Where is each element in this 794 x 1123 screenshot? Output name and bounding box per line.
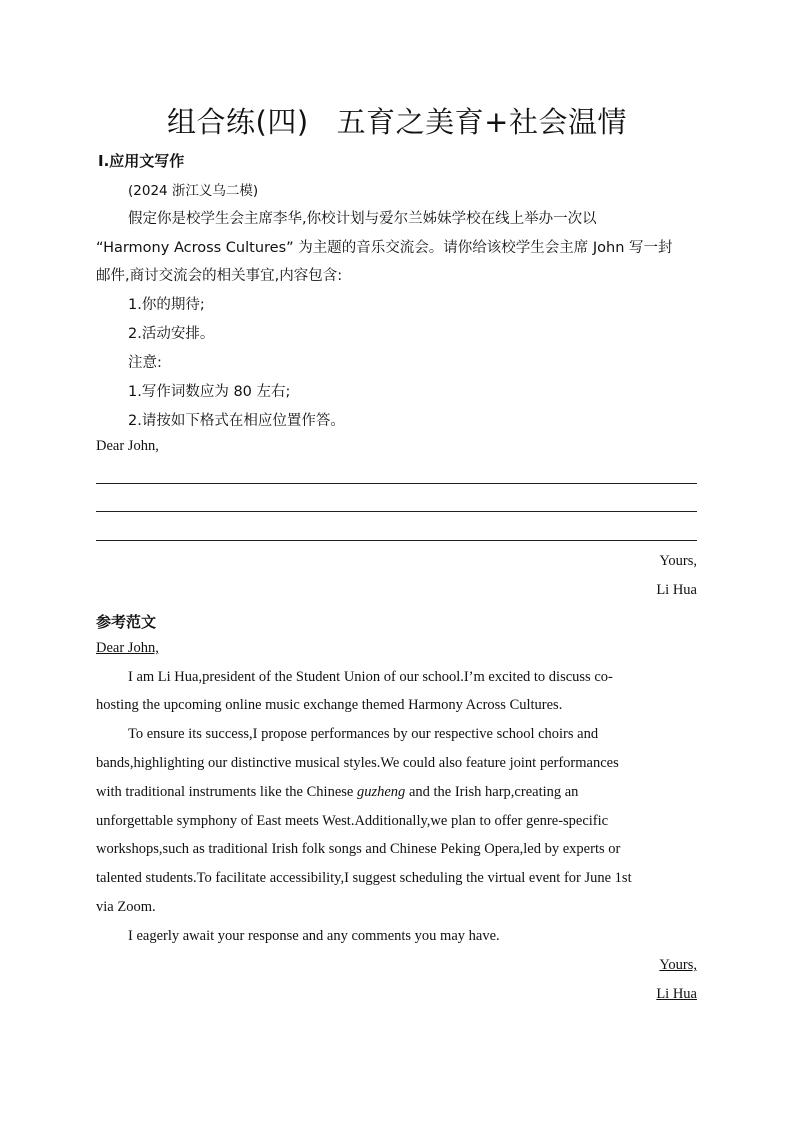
sample-p3: I eagerly await your response and any comments you may have. — [128, 928, 500, 944]
title-sub: 五育之美育+社会温情 — [336, 105, 627, 139]
sample-p2-line4: unforgettable symphony of East meets West.Additionally,we plan to offer genre-specific — [96, 813, 609, 829]
prompt-line-1: 假定你是校学生会主席李华,你校计划与爱尔兰姊妹学校在线上举办一次以 — [128, 211, 597, 227]
template-greeting: Dear John, — [96, 438, 159, 454]
page-title — [0, 100, 794, 141]
sample-p2-line5: workshops,such as traditional Irish folk songs and Chinese Peking Opera,led by experts or — [96, 841, 621, 857]
sample-closing: Yours, — [659, 957, 697, 973]
answer-line-2[interactable] — [96, 511, 697, 512]
sample-p2-line6: talented students.To facilitate accessibility,I suggest scheduling the virtual event for June 1st — [96, 870, 632, 886]
prompt-item-1: 1.你的期待; — [128, 297, 205, 313]
sample-greeting: Dear John, — [96, 640, 159, 656]
note-item-1: 1.写作词数应为 80 左右; — [128, 384, 291, 400]
prompt-line-3: 邮件,商讨交流会的相关事宜,内容包含: — [96, 268, 343, 284]
sample-heading: 参考范文 — [96, 613, 157, 631]
sample-p1-line2: hosting the upcoming online music exchange themed Harmony Across Cultures. — [96, 697, 563, 713]
note-label: 注意: — [128, 355, 162, 371]
guzheng-term: guzheng — [356, 784, 406, 800]
sample-p2-line3-a: with traditional instruments like the Chinese — [96, 784, 354, 800]
sample-p2-line1: To ensure its success,I propose performances by our respective school choirs and — [128, 726, 599, 742]
sample-p2-line7: via Zoom. — [96, 899, 156, 915]
source-note: (2024 浙江义乌二模) — [128, 183, 259, 199]
sample-p2-line3 — [96, 784, 578, 801]
title-main: 组合练(四) — [167, 105, 309, 139]
prompt-line-2: “Harmony Across Cultures” 为主题的音乐交流会。请你给该校学生会主席 John 写一封 — [96, 240, 673, 256]
note-item-2: 2.请按如下格式在相应位置作答。 — [128, 413, 345, 429]
template-signature: Li Hua — [656, 582, 697, 598]
sample-p1-line1: I am Li Hua,president of the Student Union of our school.I’m excited to discuss co- — [128, 669, 613, 685]
template-closing: Yours, — [659, 553, 697, 569]
sample-signature: Li Hua — [656, 986, 697, 1002]
prompt-item-2: 2.活动安排。 — [128, 326, 215, 342]
answer-line-3[interactable] — [96, 540, 697, 541]
sample-p2-line2: bands,highlighting our distinctive musical styles.We could also feature joint performances — [96, 755, 619, 771]
section-heading: Ⅰ.应用文写作 — [98, 152, 185, 170]
sample-p2-line3-b: and the Irish harp,creating an — [408, 784, 579, 800]
answer-line-1[interactable] — [96, 483, 697, 484]
